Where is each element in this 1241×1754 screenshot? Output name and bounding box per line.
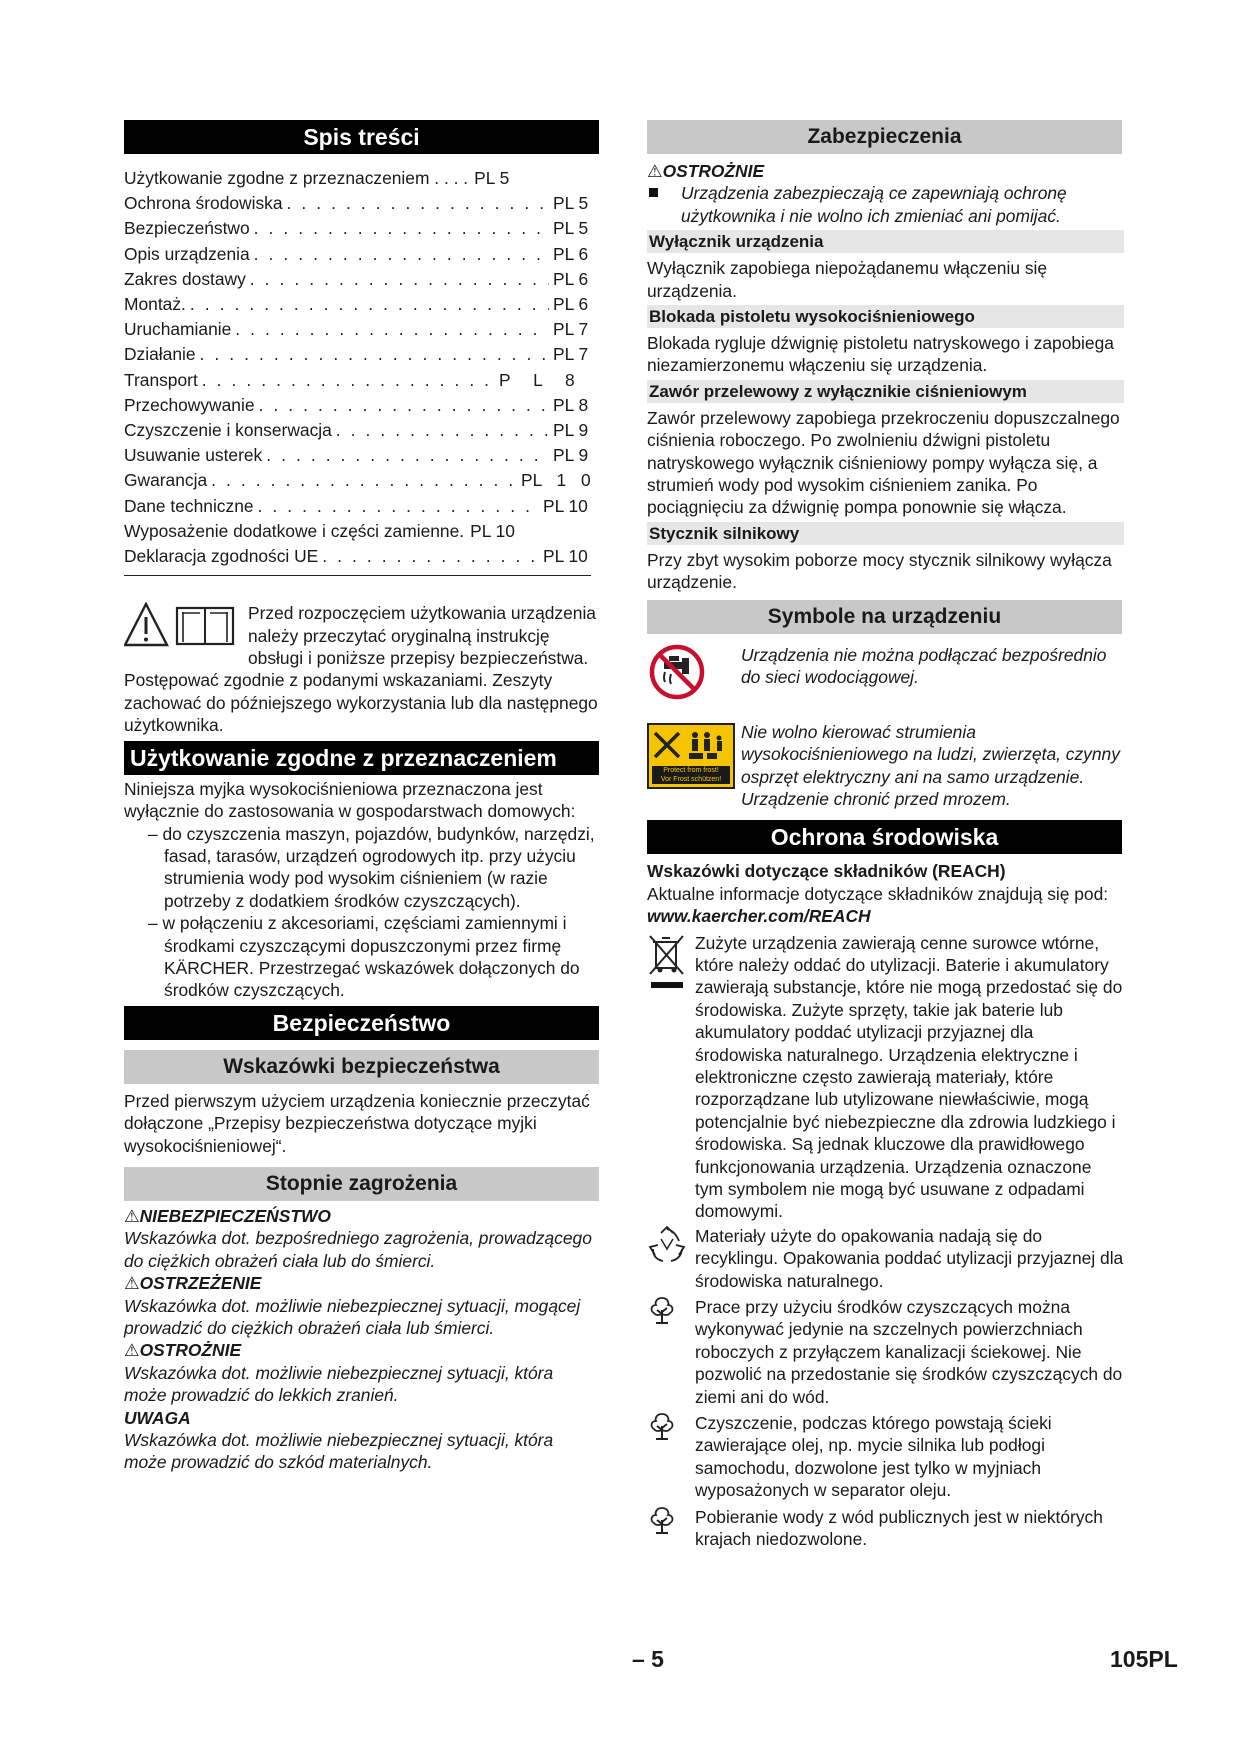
toc-entry-page: PL 9 xyxy=(553,445,589,466)
toc-rule xyxy=(124,575,591,576)
symbol-text: Urządzenia nie można podłączać bezpośrednio do sieci wodociągowej. xyxy=(741,644,1107,688)
toc-entry-page: PL 6 xyxy=(553,294,589,315)
toc-entry[interactable] xyxy=(124,368,599,393)
intended-use-title: Użytkowanie zgodne z przeznaczeniem xyxy=(124,741,599,775)
toc-entry[interactable] xyxy=(124,267,599,292)
toc-entry-label: Zakres dostawy xyxy=(124,268,246,289)
toc-entry-page: PL 9 xyxy=(553,420,589,441)
toc-entry-page: PL 5 xyxy=(474,168,510,188)
environment-title: Ochrona środowiska xyxy=(647,820,1122,854)
section-title: Wyłącznik urządzenia xyxy=(647,230,1124,253)
warning-and-manual-icons xyxy=(124,602,240,648)
section-title: Blokada pistoletu wysokociśnieniowego xyxy=(647,305,1124,328)
safety-notes-text: Przed pierwszym użyciem urządzenia koniecznie przeczytać dołączone „Przepisy bezpieczeństwa dotyczące myjki wysokociśnieniowej“. xyxy=(124,1090,590,1156)
toc-list xyxy=(124,166,599,569)
intended-use-item: – do czyszczenia maszyn, pojazdów, budynków, narzędzi, fasad, tarasów, urządzeń ogrodowych itp. przy użyciu strumienia wody pod wysokim ciśnieniem (w razie potrzeby z dodatkiem środków czyszczących). xyxy=(148,823,595,911)
hazard-level-text: Wskazówka dot. możliwie niebezpiecznej sytuacji, która może prowadzić do szkód materialnych. xyxy=(124,1430,554,1473)
environment-item-text: Zużyte urządzenia zawierają cenne surowce wtórne, które należy oddać do utylizacji. Baterie i akumulatory zawierają substancje, które nie mogą przedostać się do środowiska. Zużyte sprzęty, takie jak baterie lub akumulatory poddać utylizacji przyjaznej dla środowiska naturalnego. Urządzenia elektryczne i elektroniczne często zawierają materiały, które rozporządzane lub utylizowane niewłaściwie, mogą potencjalnie być niebezpieczne dla zdrowia ludzkiego i środowiska. Są jednak kluczowe dla prawidłowego funkcjonowania urządzenia. Urządzenia oznaczone tym symbolem nie mogą być usuwane z odpadami domowymi. xyxy=(695,932,1123,1222)
environment-item-text: Prace przy użyciu środków czyszczących można wykonywać jedynie na szczelnych powierzchniach roboczych z przyłączem kanalizacji ściekowej. Nie pozwolić na przedostanie się środków czyszczących do ziemi ani do wód. xyxy=(695,1297,1123,1407)
hazard-level-text: Wskazówka dot. możliwie niebezpiecznej sytuacji, mogącej prowadzić do ciężkich obrażeń ciała lub śmierci. xyxy=(124,1295,581,1338)
toc-entry-page: PL 10 xyxy=(543,546,588,567)
toc-entry-label: Gwarancja xyxy=(124,470,208,491)
symbol-text: Nie wolno kierować strumienia wysokociśnieniowego na ludzi, zwierzęta, czynny osprzęt elektryczny ani na samo urządzenie. Urządzenie chronić przed mrozem. xyxy=(741,721,1120,809)
safety-title: Bezpieczeństwo xyxy=(124,1006,599,1040)
reach-text: Aktualne informacje dotyczące składników znajdują się pod: xyxy=(647,883,1109,904)
section-title: Stycznik silnikowy xyxy=(647,522,1124,545)
hazard-level-label: ⚠OSTRZEŻENIE xyxy=(124,1273,262,1294)
toc-entry[interactable] xyxy=(124,519,599,544)
read-manual-notice xyxy=(124,602,599,736)
toc-entry[interactable] xyxy=(124,342,599,367)
toc-entry-page: PL 5 xyxy=(553,218,589,239)
toc-entry-page: PL 10 xyxy=(543,495,588,516)
square-bullet-icon xyxy=(647,182,681,227)
crossed-bin-icon xyxy=(647,932,695,1223)
toc-entry-label: Ochrona środowiska xyxy=(124,193,283,214)
toc-entry[interactable] xyxy=(124,443,599,468)
toc-entry-page: PL 8 xyxy=(553,394,589,415)
toc-entry-page: PL 7 xyxy=(553,344,589,365)
page-code: 105PL xyxy=(1110,1646,1178,1672)
no-tap-connection-icon xyxy=(647,644,741,705)
tree-icon xyxy=(647,1296,695,1408)
symbols-title: Symbole na urządzeniu xyxy=(647,600,1122,634)
reach-link[interactable]: www.kaercher.com/REACH xyxy=(647,906,871,927)
toc-entry-label: Użytkowanie zgodne z przeznaczeniem . . . . xyxy=(124,168,469,188)
toc-entry-label: Czyszczenie i konserwacja xyxy=(124,420,332,441)
toc-entry-label: Przechowywanie xyxy=(124,394,255,415)
warning-manual-icon xyxy=(124,602,240,648)
environment-item-text: Materiały użyte do opakowania nadają się do recyklingu. Opakowania poddać utylizacji przyjaznej dla środowiska naturalnego. xyxy=(695,1225,1124,1291)
toc-entry[interactable] xyxy=(124,393,599,418)
left-column xyxy=(124,120,599,1474)
toc-entry-page: PL 6 xyxy=(553,268,589,289)
toc-entry-label: Dane techniczne xyxy=(124,495,254,516)
section-text: Wyłącznik zapobiega niepożądanemu włączeniu się urządzenia. xyxy=(647,258,1048,301)
toc-title: Spis treści xyxy=(124,120,599,154)
hazard-levels xyxy=(124,1205,599,1474)
environment-item xyxy=(647,1296,1124,1408)
toc-entry-label: Opis urządzenia xyxy=(124,243,250,264)
toc-entry[interactable] xyxy=(124,544,599,569)
frost-label-1: Protect from frost! xyxy=(663,766,719,774)
toc-entry-label: Działanie xyxy=(124,344,196,365)
toc-entry[interactable] xyxy=(124,242,599,267)
hazard-level-label: ⚠NIEBEZPIECZEŃSTWO xyxy=(124,1205,331,1226)
toc-entry-label: Uruchamianie xyxy=(124,319,232,340)
hazard-level-text: Wskazówka dot. bezpośredniego zagrożenia, prowadzącego do ciężkich obrażeń ciała lub do śmierci. xyxy=(124,1228,592,1271)
recycling-icon xyxy=(647,1225,695,1292)
toc-entry[interactable] xyxy=(124,468,599,493)
reach-title: Wskazówki dotyczące składników (REACH) xyxy=(647,861,1006,882)
toc-entry[interactable] xyxy=(124,191,599,216)
hazard-level-text: Wskazówka dot. możliwie niebezpiecznej sytuacji, która może prowadzić do lekkich zranień. xyxy=(124,1362,554,1406)
toc-entry[interactable] xyxy=(124,216,599,241)
toc-entry-label: Deklaracja zgodności UE xyxy=(124,546,319,567)
toc-entry[interactable] xyxy=(124,166,599,191)
environment-item xyxy=(647,1412,1124,1502)
right-column xyxy=(647,120,1124,1551)
hazard-level-label: UWAGA xyxy=(124,1407,191,1428)
intended-use-item: – w połączeniu z akcesoriami, częściami zamiennymi i środkami czyszczącymi dopuszczonymi przez firmę KÄRCHER. Przestrzegać wskazówek dołączonych do środków czyszczących. xyxy=(148,913,580,1001)
section-text: Blokada rygluje dźwignię pistoletu natryskowego i zapobiega niezamierzonemu włączeniu się urządzenia. xyxy=(647,333,1114,376)
toc-entry[interactable] xyxy=(124,494,599,519)
toc-entry-page: PL 5 xyxy=(553,193,589,214)
toc-entry-label: Transport xyxy=(124,369,198,390)
toc-entry-label: Bezpieczeństwo xyxy=(124,218,250,239)
symbol-item xyxy=(647,721,1124,811)
tree-icon xyxy=(647,1506,695,1551)
page-number: – 5 xyxy=(632,1646,664,1672)
toc-entry-page: PL 1 0 xyxy=(521,470,591,491)
environment-item xyxy=(647,1506,1124,1551)
toc-entry-page: P L 8 xyxy=(499,369,575,390)
toc-entry[interactable] xyxy=(124,418,599,443)
intended-use-text: Niniejsza myjka wysokociśnieniowa przeznaczona jest wyłącznie do zastosowania w gospodarstwach domowych: xyxy=(124,778,576,822)
toc-entry[interactable] xyxy=(124,317,599,342)
caution-item xyxy=(647,182,1124,227)
safety-notes-title: Wskazówki bezpieczeństwa xyxy=(124,1050,599,1084)
toc-entry[interactable] xyxy=(124,292,599,317)
symbol-item xyxy=(647,644,1124,705)
section-title: Zawór przelewowy z wyłącznikie ciśnieniowym xyxy=(647,380,1124,403)
toc-entry-label: Montaż. xyxy=(124,294,186,315)
toc-entry-page: PL 10 xyxy=(470,520,515,541)
section-text: Zawór przelewowy zapobiega przekroczeniu dopuszczalnego ciśnienia roboczego. Po zwolnieniu dźwigni pistoletu natryskowego wyłącznik ciśnieniowy pompy wyłącza się, a strumień wody pod wysokim ciśnieniem zanika. Po pociągnięciu za dźwignię pompa ponownie się włącza. xyxy=(647,407,1120,518)
toc-entry-page: PL 6 xyxy=(553,243,589,264)
hazard-levels-title: Stopnie zagrożenia xyxy=(124,1167,599,1201)
protections-title: Zabezpieczenia xyxy=(647,120,1122,154)
toc-entry-label: Usuwanie usterek xyxy=(124,445,263,466)
environment-item-text: Pobieranie wody z wód publicznych jest w niektórych krajach niedozwolone. xyxy=(695,1506,1103,1550)
toc-entry-page: PL 7 xyxy=(553,319,589,340)
no-spray-people-icon xyxy=(647,721,741,811)
section-text: Przy zbyt wysokim poborze mocy stycznik silnikowy wyłącza urządzenie. xyxy=(647,549,1112,593)
environment-item xyxy=(647,932,1124,1223)
frost-label-2: Vor Frost schützen! xyxy=(660,775,722,783)
tree-icon xyxy=(647,1412,695,1502)
toc-entry-label: Wyposażenie dodatkowe i części zamienne. xyxy=(124,520,465,541)
environment-item xyxy=(647,1225,1124,1292)
caution-label: ⚠OSTROŻNIE xyxy=(647,161,765,181)
hazard-level-label: ⚠OSTROŻNIE xyxy=(124,1340,242,1361)
intro-text: Przed rozpoczęciem użytkowania urządzenia należy przeczytać oryginalną instrukcję obsługi i poniższe przepisy bezpieczeństwa. Postępować zgodnie z podanymi wskazaniami. Zeszyty zachować do późniejszego wykorzystania lub dla następnego użytkownika. xyxy=(124,603,598,736)
environment-item-text: Czyszczenie, podczas którego powstają ścieki zawierające olej, np. mycie silnika lub podłogi samochodu, dozwolone jest tylko w myjniach wyposażonych w separator oleju. xyxy=(695,1413,1052,1501)
caution-text: Urządzenia zabezpieczają ce zapewniają ochronę użytkownika i nie wolno ich zmieniać ani pomijać. xyxy=(681,183,1067,226)
